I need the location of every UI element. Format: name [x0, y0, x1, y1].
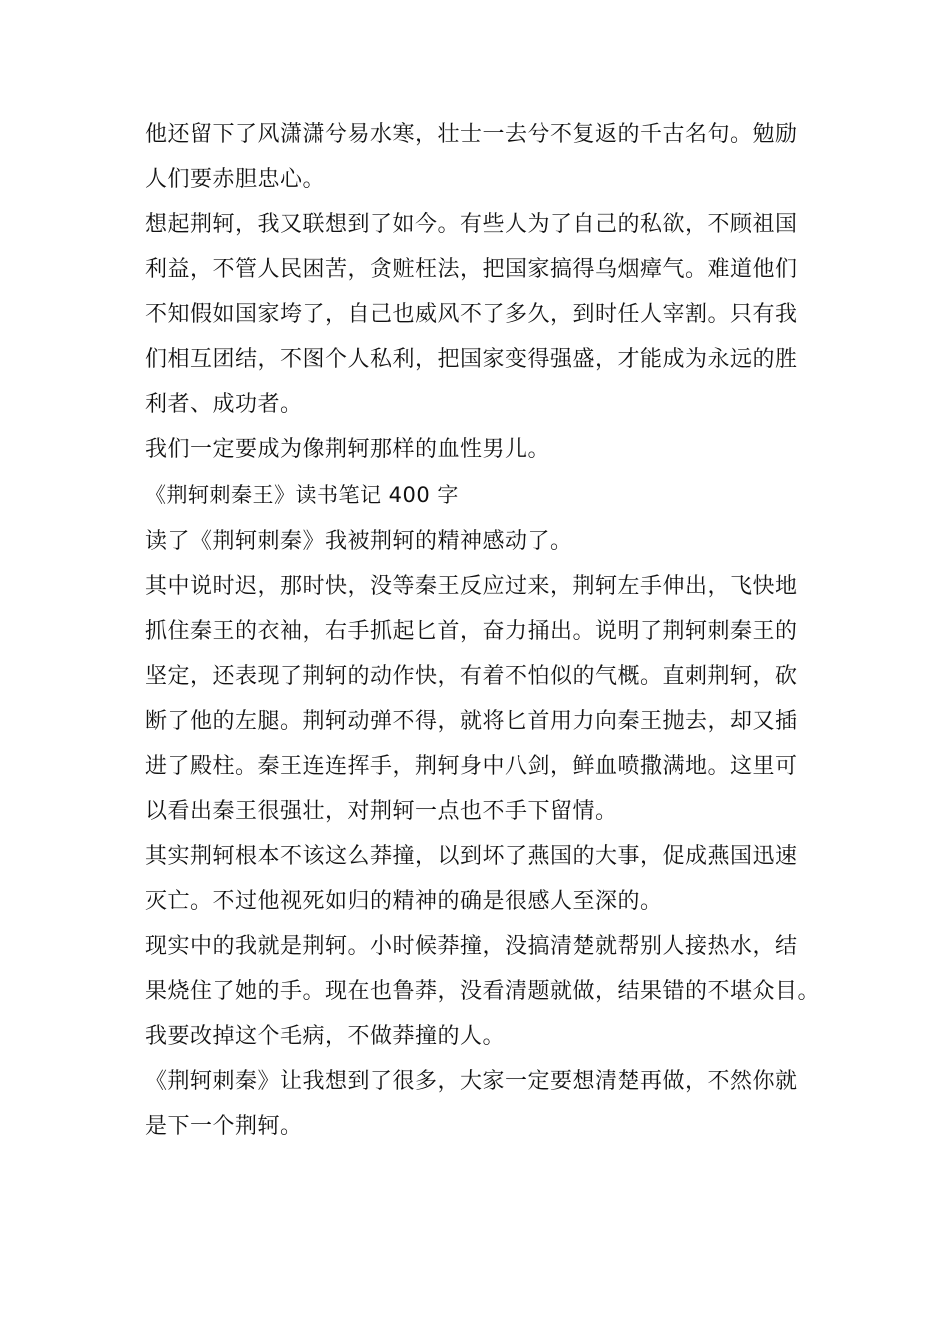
text-line: 利益，不管人民困苦，贪赃枉法，把国家搞得乌烟瘴气。难道他们	[145, 257, 798, 282]
text-line: 利者、成功者。	[145, 392, 303, 417]
text-line: 是下一个荆轲。	[145, 1114, 303, 1139]
text-line: 灭亡。不过他视死如归的精神的确是很感人至深的。	[145, 889, 663, 914]
text-line: 想起荆轲，我又联想到了如今。有些人为了自己的私欲，不顾祖国	[145, 212, 798, 237]
text-line: 断了他的左腿。荆轲动弹不得，就将匕首用力向秦王抛去，却又插	[145, 709, 798, 734]
text-line: 我要改掉这个毛病，不做莽撞的人。	[145, 1024, 506, 1049]
text-line: 他还留下了风潇潇兮易水寒，壮士一去兮不复返的千古名句。勉励	[145, 122, 798, 147]
text-line: 以看出秦王很强壮，对荆轲一点也不手下留情。	[145, 799, 618, 824]
text-line: 们相互团结，不图个人私利，把国家变得强盛，才能成为永远的胜	[145, 347, 798, 372]
text-line: 果烧住了她的手。现在也鲁莽，没看清题就做，结果错的不堪众目。	[145, 979, 821, 1004]
text-line: 现实中的我就是荆轲。小时候莽撞，没搞清楚就帮别人接热水，结	[145, 934, 798, 959]
text-line: 人们要赤胆忠心。	[145, 167, 326, 192]
text-line: 坚定，还表现了荆轲的动作快，有着不怕似的气概。直刺荆轲，砍	[145, 664, 798, 689]
text-line: 其中说时迟，那时快，没等秦王反应过来，荆轲左手伸出，飞快地	[145, 574, 798, 599]
text-line: 读了《荆轲刺秦》我被荆轲的精神感动了。	[145, 529, 573, 554]
text-line: 《荆轲刺秦》让我想到了很多，大家一定要想清楚再做，不然你就	[145, 1069, 798, 1094]
section-heading: 《荆轲刺秦王》读书笔记 400 字	[145, 483, 459, 507]
text-line: 进了殿柱。秦王连连挥手，荆轲身中八剑，鲜血喷撒满地。这里可	[145, 754, 798, 779]
text-line: 我们一定要成为像荆轲那样的血性男儿。	[145, 437, 551, 462]
text-line: 其实荆轲根本不该这么莽撞，以到坏了燕国的大事，促成燕国迅速	[145, 844, 798, 869]
text-line: 不知假如国家垮了，自己也威风不了多久，到时任人宰割。只有我	[145, 302, 798, 327]
text-line: 抓住秦王的衣袖，右手抓起匕首，奋力捅出。说明了荆轲刺秦王的	[145, 619, 798, 644]
